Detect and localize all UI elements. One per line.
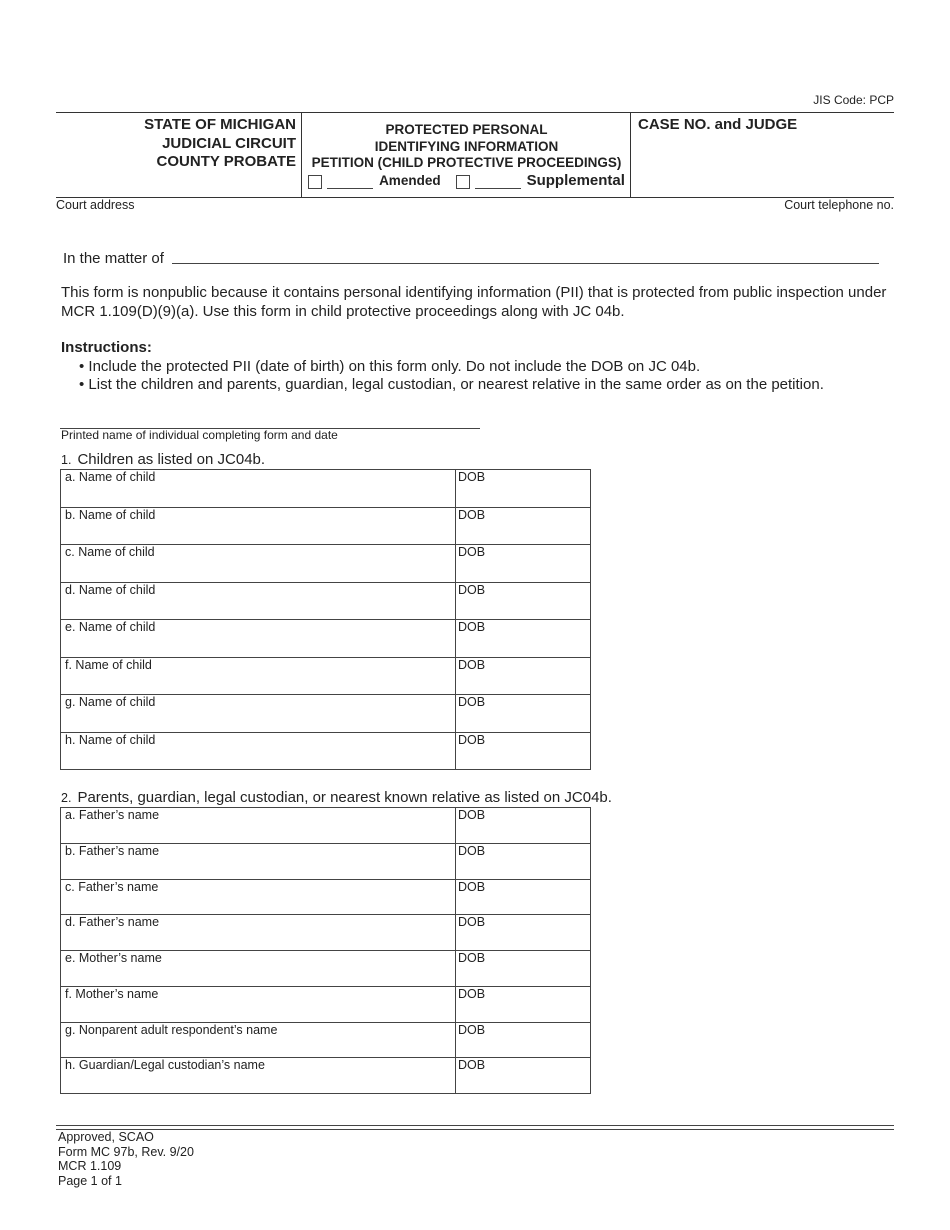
table-row: [61, 657, 591, 695]
parent-dob-cell[interactable]: DOB: [456, 951, 591, 987]
child-name-cell[interactable]: c. Name of child: [61, 545, 456, 583]
form-footer: [58, 1130, 194, 1188]
child-dob-cell[interactable]: DOB: [456, 507, 591, 545]
parents-table: [60, 807, 591, 1094]
child-dob-cell[interactable]: DOB: [456, 620, 591, 658]
child-dob-cell[interactable]: DOB: [456, 470, 591, 508]
form-title-block: [303, 113, 631, 197]
amended-number-field[interactable]: [327, 176, 373, 189]
section-1-title-text: Children as listed on JC04b.: [77, 451, 266, 468]
supplemental-checkbox[interactable]: [456, 175, 470, 189]
parent-name-cell[interactable]: f. Mother’s name: [61, 986, 456, 1022]
table-row: [61, 951, 591, 987]
parent-dob-cell[interactable]: DOB: [456, 879, 591, 915]
table-row: [61, 1058, 591, 1094]
table-row: [61, 470, 591, 508]
table-row: [61, 545, 591, 583]
child-dob-cell[interactable]: DOB: [456, 695, 591, 733]
child-dob-cell[interactable]: DOB: [456, 657, 591, 695]
footer-form-number: Form MC 97b, Rev. 9/20: [58, 1144, 194, 1159]
table-row: [61, 879, 591, 915]
section-1-title: [61, 451, 265, 468]
title-line-3: PETITION (CHILD PROTECTIVE PROCEEDINGS): [311, 155, 622, 170]
matter-label: In the matter of: [63, 250, 164, 267]
children-table: [60, 469, 591, 770]
table-row: [61, 986, 591, 1022]
table-row: [61, 732, 591, 770]
petition-type-options: [303, 173, 630, 190]
court-name-block: [56, 113, 302, 197]
title-line-2: IDENTIFYING INFORMATION: [374, 138, 559, 154]
amended-label: Amended: [379, 172, 441, 188]
child-name-cell[interactable]: b. Name of child: [61, 507, 456, 545]
child-name-cell[interactable]: h. Name of child: [61, 732, 456, 770]
supplemental-label: Supplemental: [526, 171, 625, 189]
parent-dob-cell[interactable]: DOB: [456, 915, 591, 951]
child-name-cell[interactable]: f. Name of child: [61, 657, 456, 695]
table-row: [61, 695, 591, 733]
parent-dob-cell[interactable]: DOB: [456, 843, 591, 879]
court-telephone-label: Court telephone no.: [784, 198, 894, 212]
instruction-item: • Include the protected PII (date of birth) on this form only. Do not include the DOB on JC 04b.: [79, 358, 701, 375]
table-row: [61, 620, 591, 658]
section-2-number: 2.: [61, 791, 72, 805]
amended-checkbox[interactable]: [308, 175, 322, 189]
parent-dob-cell[interactable]: DOB: [456, 1022, 591, 1058]
court-line-state: STATE OF MICHIGAN: [144, 116, 296, 133]
parent-dob-cell[interactable]: DOB: [456, 986, 591, 1022]
title-line-1: PROTECTED PERSONAL: [385, 122, 548, 137]
instructions-heading: Instructions:: [61, 339, 152, 356]
child-dob-cell[interactable]: DOB: [456, 732, 591, 770]
court-line-probate: COUNTY PROBATE: [156, 153, 296, 170]
parent-name-cell[interactable]: d. Father’s name: [61, 915, 456, 951]
section-1-number: 1.: [61, 453, 72, 467]
child-name-cell[interactable]: a. Name of child: [61, 470, 456, 508]
jis-code: JIS Code: PCP: [813, 93, 894, 107]
court-line-circuit: JUDICIAL CIRCUIT: [162, 134, 296, 152]
child-dob-cell[interactable]: DOB: [456, 582, 591, 620]
parent-name-cell[interactable]: c. Father’s name: [61, 879, 456, 915]
form-header: [56, 112, 894, 198]
child-name-cell[interactable]: d. Name of child: [61, 582, 456, 620]
parent-name-cell[interactable]: g. Nonparent adult respondent’s name: [61, 1022, 456, 1058]
parent-dob-cell[interactable]: DOB: [456, 808, 591, 844]
parent-name-cell[interactable]: a. Father’s name: [61, 808, 456, 844]
parent-name-cell[interactable]: b. Father’s name: [61, 843, 456, 879]
footer-page-number: Page 1 of 1: [58, 1173, 122, 1188]
child-name-cell[interactable]: e. Name of child: [61, 620, 456, 658]
supplemental-number-field[interactable]: [475, 176, 521, 189]
table-row: [61, 582, 591, 620]
nonpublic-notice: This form is nonpublic because it contains personal identifying information (PII) that is protected from public inspection under MCR 1.109(D)(9)(a). Use this form in child protective proceedings along with JC 04b.: [61, 284, 887, 320]
instruction-item: • List the children and parents, guardian, legal custodian, or nearest relative in the same order as on the petition.: [79, 376, 824, 393]
child-name-cell[interactable]: g. Name of child: [61, 695, 456, 733]
court-address-label: Court address: [56, 198, 135, 212]
case-number-judge-label: CASE NO. and JUDGE: [638, 116, 798, 133]
footer-court-rule: MCR 1.109: [58, 1159, 122, 1173]
section-2-title: [61, 789, 612, 806]
table-row: [61, 507, 591, 545]
table-row: [61, 843, 591, 879]
parent-dob-cell[interactable]: DOB: [456, 1058, 591, 1094]
matter-name-field[interactable]: [172, 263, 879, 264]
child-dob-cell[interactable]: DOB: [456, 545, 591, 583]
section-2-title-text: Parents, guardian, legal custodian, or nearest known relative as listed on JC04b.: [77, 789, 612, 806]
table-row: [61, 1022, 591, 1058]
printed-name-label: Printed name of individual completing form and date: [61, 428, 338, 442]
table-row: [61, 808, 591, 844]
table-row: [61, 915, 591, 951]
parent-name-cell[interactable]: h. Guardian/Legal custodian’s name: [61, 1058, 456, 1094]
parent-name-cell[interactable]: e. Mother’s name: [61, 951, 456, 987]
footer-approved: Approved, SCAO: [58, 1130, 154, 1144]
